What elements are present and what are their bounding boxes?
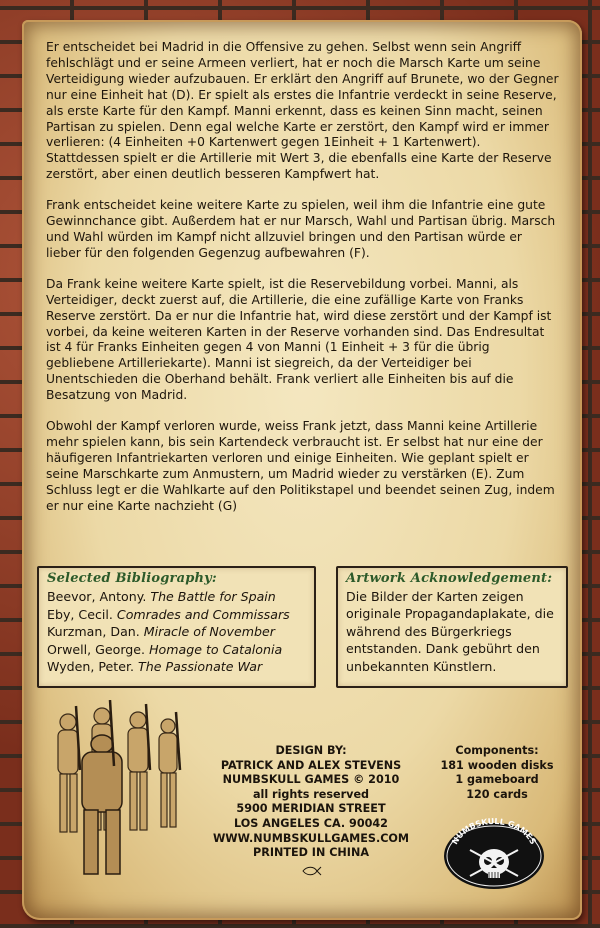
credits-line: DESIGN BY: [275, 744, 347, 757]
component-item: 120 cards [466, 787, 528, 801]
numbskull-games-logo [440, 816, 548, 890]
components-heading: Components: [455, 744, 539, 757]
bib-title: Miracle of November [143, 624, 275, 640]
bibliography-entry [47, 606, 306, 624]
credits-line: 5900 MERIDIAN STREET [236, 802, 386, 816]
bib-author: Orwell, George. [47, 641, 146, 657]
bib-author: Kurzman, Dan. [47, 624, 140, 640]
bibliography-box [37, 566, 316, 688]
paragraph-1-part-a: Er entscheidet bei Madrid in die Offensive zu gehen. Selbst wenn sein Angriff fehlschlägt und er seine Armeen verliert, hat er noch die Marsch Karte um seine Verteidigung wieder aufzubauen. Er erklärt den Angriff auf Brunete, wo der Gegner nur eine Einheit hat (D). Er spielt als erstes die Infantrie verdeckt in seine Reserve, als erste Karte für den Kampf. Manni erkennt, dass es keinen Sinn macht, seinen Partisan zu spielen. Denn egal welche Karte er zerstört, den Kampf wird er immer verlieren: (4 Einheiten +0 Kartenwert gegen 1Einheit + 1 Kartenwert). [46, 40, 559, 150]
credits-line: all rights reserved [252, 787, 370, 801]
paragraph-2: Frank entscheidet keine weitere Karte zu spielen, weil ihm die Infantrie eine gute Gewinnchance gibt. Außerdem hat er nur Marsch, Wahl und Partisan übrig. Marsch und Wahl würden im Kampf nicht allzuviel bringen und den Partisan würde er lieber für den folgenden Gegenzug aufbewahren (F). [46, 198, 556, 260]
paragraph-1-part-b: Stattdessen spielt er die Artillerie mit Wert 3, die ebenfalls eine Karte der Reserve zerstört, aber einen deutlich besseren Kampfwert hat. [46, 151, 552, 182]
acknowledgement-box [336, 566, 568, 688]
logo-text: NUMBSKULL GAMES [450, 816, 538, 846]
credits-line: LOS ANGELES CA. 90042 [234, 816, 388, 830]
fish-icon [302, 866, 322, 876]
bib-author: Eby, Cecil. [47, 606, 113, 622]
bib-author: Wyden, Peter. [47, 659, 135, 675]
marching-soldiers-illustration [40, 700, 190, 880]
bib-author: Beevor, Antony. [47, 589, 147, 604]
bibliography-entry [47, 623, 306, 641]
rules-example-text [46, 40, 560, 529]
bibliography-entry [47, 658, 306, 676]
bibliography-heading: Selected Bibliography: [47, 571, 217, 586]
component-item: 181 wooden disks [440, 758, 554, 772]
credits-line: NUMBSKULL GAMES © 2010 [222, 773, 400, 787]
credits-block [196, 744, 426, 861]
acknowledgement-text: Die Bilder der Karten zeigen originale Propagandaplakate, die während des Bürgerkriegs entstanden. Dank gebührt den unbekannten Künstlern. [346, 589, 554, 674]
bibliography-entry [47, 641, 306, 659]
bib-title: The Passionate War [138, 659, 263, 675]
paragraph-3: Da Frank keine weitere Karte spielt, ist die Reservebildung vorbei. Manni, als Verteidiger, deckt zuerst auf, die Artillerie, die eine zufällige Karte von Franks Reserve zerstört. Da er nur die Infantrie hat, wird diese zerstört und der Kampf ist vorbei, da keine weiteren Karten in der Reserve vorhanden sind. Das Endresultat ist 4 für Franks Einheiten gegen 4 von Manni (1 Einheit + 3 für die übrig gebliebene Artilleriekarte). Manni ist siegreich, da der Verteidiger bei Unentschieden die Oberhand behält. Frank verliert alle Einheiten bis auf die Besatzung von Madrid. [46, 276, 552, 403]
bibliography-entry [47, 588, 306, 606]
paragraph-1 [46, 40, 560, 183]
bib-title: Homage to Catalonia [149, 641, 283, 657]
component-item: 1 gameboard [455, 773, 539, 787]
credits-line: PATRICK AND ALEX STEVENS [220, 758, 402, 772]
components-block [432, 744, 562, 802]
credits-line: WWW.NUMBSKULLGAMES.COM [212, 831, 410, 845]
credits-line: PRINTED IN CHINA [253, 846, 369, 860]
acknowledgement-heading: Artwork Acknowledgement: [346, 571, 553, 586]
bib-title: The Battle for Spain [150, 589, 276, 604]
bib-title: Comrades and Commissars [116, 606, 290, 622]
paragraph-4: Obwohl der Kampf verloren wurde, weiss Frank jetzt, dass Manni keine Artillerie mehr spielen kann, bis sein Kartendeck verbraucht ist. Er selbst hat nur eine der häufigeren Infantriekarten verloren und einige Einheiten. Wie geplant spielt er seine Marschkarte zum Anmustern, um Madrid wieder zu verstärken (E). Zum Schluss legt er die Wahlkarte auf den Politikstapel und beendet seinen Zug, indem er nur eine Karte nachzieht (G) [46, 419, 555, 513]
